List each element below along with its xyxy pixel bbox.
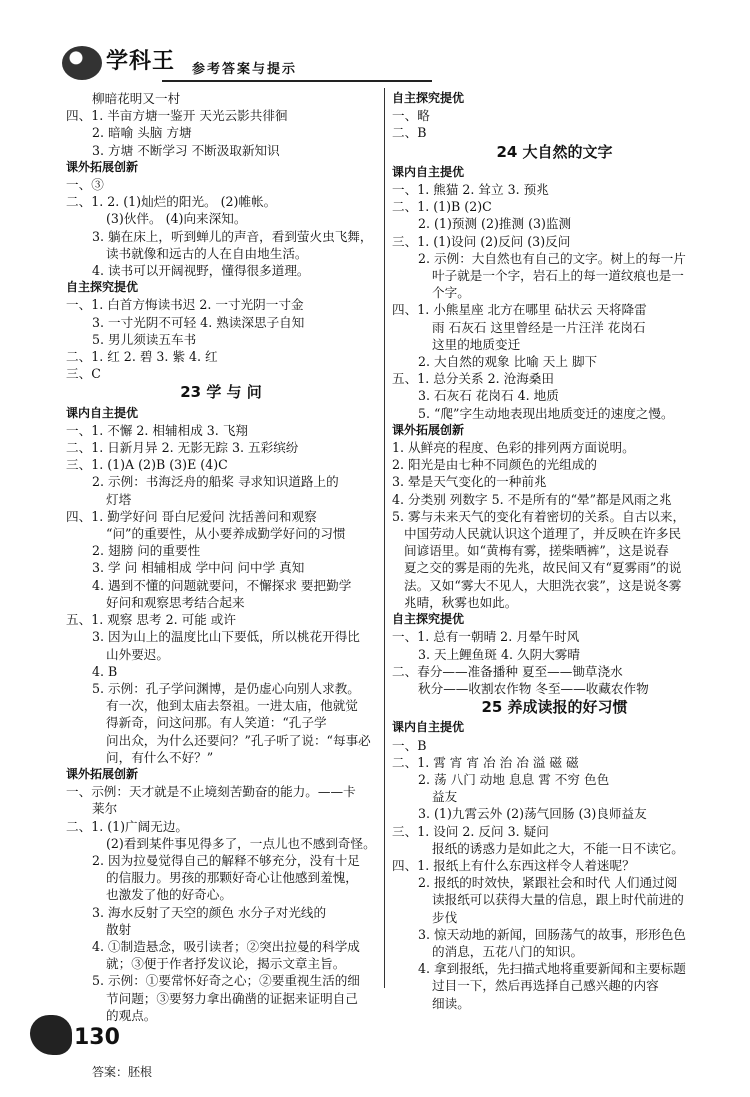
- answer-line: 的信服力。男孩的那颗好奇心让他感到羞愧，: [106, 870, 358, 886]
- answer-line: 过目一下，然后再选择自己感兴趣的内容: [432, 978, 659, 994]
- footnote: 答案：胚根: [92, 1065, 153, 1079]
- answer-line: 一、B: [392, 737, 427, 753]
- section-heading: 自主探究提优: [392, 612, 465, 627]
- answer-line: 好问和观察思考结合起来: [106, 594, 245, 610]
- answer-line: 四、1. 半亩方塘一鉴开 天光云影共徘徊: [66, 108, 288, 124]
- answer-line: 问，有什么不好？”: [106, 749, 214, 765]
- answer-line: 一、③: [66, 177, 104, 193]
- section-heading: 课内自主提优: [392, 164, 465, 179]
- answer-line: 2. 荡 八门 动地 息息 霄 不穷 色色: [418, 771, 610, 787]
- answer-line: 3. 学 问 相辅相成 学中问 问中学 真知: [92, 560, 305, 576]
- answer-line: 五、1. 观察 思考 2. 可能 或许: [66, 612, 236, 628]
- answer-line: 3. 海水反射了天空的颜色 水分子对光线的: [92, 904, 327, 920]
- answer-line: 灯塔: [106, 491, 132, 507]
- answer-line: 步伐: [432, 909, 458, 925]
- answer-line: 这里的地质变迁: [432, 336, 521, 352]
- answer-line: 问出众，为什么还要问？”孔子听了说：“每事必: [106, 732, 371, 748]
- answer-line: 5. 示例：孔子学问渊博，是仍虚心向别人求教。: [92, 680, 360, 696]
- answer-line: 五、1. 总分关系 2. 沧海桑田: [392, 371, 554, 387]
- answer-line: 一、1. 不懈 2. 相辅相成 3. 飞翔: [66, 422, 249, 438]
- answer-line: 节问题；③要努力拿出确凿的证据来证明自己: [106, 990, 358, 1006]
- answer-line: 三、1. (1)A (2)B (3)E (4)C: [66, 457, 228, 473]
- answer-line: 的消息，五花八门的知识。: [432, 943, 584, 959]
- answer-line: 3. 方塘 不断学习 不断汲取新知识: [92, 142, 280, 158]
- answer-line: 一、示例：天才就是不止境刻苦勤奋的能力。——卡: [66, 784, 356, 800]
- answer-line: 1. 从鲜亮的程度、色彩的排列两方面说明。: [392, 440, 635, 456]
- answer-line: 益友: [432, 789, 458, 805]
- answer-line: 报纸的诱惑力是如此之大，不能一日不读它。: [432, 840, 684, 856]
- answer-line: 5. “爬”字生动地表现出地质变迁的速度之慢。: [418, 405, 674, 421]
- answer-line: 散射: [106, 921, 132, 937]
- answer-line: 也激发了他的好奇心。: [106, 887, 232, 903]
- answer-line: 二、1. 2. (1)灿烂的阳光。 (2)帷帐。: [66, 194, 277, 210]
- column-divider: [384, 88, 385, 988]
- section-heading: 课内自主提优: [392, 720, 465, 735]
- answer-line: 山外要迟。: [106, 646, 169, 662]
- header-subtitle: 参考答案与提示: [192, 62, 298, 77]
- answer-line: 读书就像和远古的人在自由地生活。: [106, 245, 308, 261]
- answer-line: 2. 示例：书海泛舟的船桨 寻求知识道路上的: [92, 474, 339, 490]
- answer-line: 一、1. 熊猫 2. 耸立 3. 预兆: [392, 182, 549, 198]
- answer-line: 2. (1)预测 (2)推测 (3)监测: [418, 216, 572, 232]
- answer-line: 5. 示例：①要常怀好奇之心；②要重视生活的细: [92, 973, 360, 989]
- answer-line: 2. 示例：大自然也有自己的文字。树上的每一片: [418, 250, 686, 266]
- answer-line: 二、春分——准备播种 夏至——锄草浇水: [392, 663, 623, 679]
- answer-line: 四、1. 小熊星座 北方在哪里 砧状云 天将降雷: [392, 302, 647, 318]
- answer-line: 有一次，他到太庙去祭祖。一进太庙，他就觉: [106, 698, 358, 714]
- answer-line: 就；③便于作者抒发议论，揭示文章主旨。: [106, 956, 346, 972]
- answer-line: 细读。: [432, 995, 470, 1011]
- section-heading: 自主探究提优: [392, 91, 465, 105]
- answer-line: 5. 雾与未来天气的变化有着密切的关系。自古以来，: [392, 508, 686, 524]
- answer-line: 2. 大自然的观象 比喻 天上 脚下: [418, 354, 598, 370]
- answer-line: 2. 报纸的时效快，紧跟社会和时代 人们通过阅: [418, 875, 678, 891]
- answer-line: 2. 翅膀 问的重要性: [92, 543, 201, 559]
- answer-line: 四、1. 报纸上有什么东西这样令人着迷呢？: [392, 857, 635, 873]
- answer-line: 秋分——收割农作物 冬至——收藏农作物: [418, 680, 649, 696]
- answer-line: 中国劳动人民就认识这个道理了，并反映在许多民: [404, 526, 682, 542]
- right-column: [392, 90, 717, 1012]
- answer-line: 叶子就是一个字，岩石上的每一道纹痕也是一: [432, 268, 684, 284]
- section-heading: 课外拓展创新: [392, 422, 465, 437]
- answer-line: 二、1. 霄 宵 宵 冶 治 冶 溢 磁 磁: [392, 754, 579, 770]
- answer-line: 柳暗花明又一村: [92, 91, 181, 106]
- page-header: [62, 38, 362, 86]
- answer-line: 2. 阳光是由七种不同颜色的光组成的: [392, 457, 597, 473]
- answer-line: 3. 惊天动地的新闻，回肠荡气的故事，形形色色: [418, 926, 686, 942]
- answer-line: 3. 天上鲤鱼斑 4. 久阴大雾晴: [418, 646, 580, 662]
- answer-line: 4. ①制造悬念，吸引读者；②突出拉曼的科学成: [92, 938, 360, 954]
- answer-line: 4. 拿到报纸，先扫描式地将重要新闻和主要标题: [418, 961, 686, 977]
- answer-line: 兆晴，秋雾也如此。: [404, 594, 518, 610]
- answer-line: 3. 石灰石 花岗石 4. 地质: [418, 388, 559, 404]
- lesson-title: 23 学 与 问: [180, 383, 262, 402]
- brand-logo: 学科王: [106, 49, 176, 74]
- answer-line: 二、1. 红 2. 碧 3. 紫 4. 红: [66, 349, 218, 365]
- answer-line: 一、1. 白首方悔读书迟 2. 一寸光阴一寸金: [66, 297, 304, 313]
- answer-line: 3. 晕是天气变化的一种前兆: [392, 474, 547, 490]
- page-number: 130: [74, 1025, 120, 1050]
- answer-line: 二、1. 日新月异 2. 无影无踪 3. 五彩缤纷: [66, 440, 299, 456]
- answer-line: 4. B: [92, 663, 118, 679]
- answer-line: 的观点。: [106, 1007, 157, 1023]
- answer-line: 3. 一寸光阴不可轻 4. 熟读深思子自知: [92, 314, 305, 330]
- answer-line: 间谚语里。如“黄梅有雾，搓柴晒裤”，这是说春: [404, 543, 669, 559]
- answer-line: 得新奇，问这问那。有人笑道：“孔子学: [106, 715, 327, 731]
- answer-line: 二、1. (1)B (2)C: [392, 199, 492, 215]
- answer-line: 四、1. 勤学好问 哥白尼爱问 沈括善问和观察: [66, 508, 317, 524]
- dolphin-mascot-icon: [30, 1015, 72, 1055]
- section-heading: 课外拓展创新: [66, 159, 139, 174]
- answer-line: 5. 男儿须读五车书: [92, 331, 197, 347]
- answer-line: 4. 分类别 列数字 5. 不是所有的“晕”都是风雨之兆: [392, 491, 672, 507]
- section-heading: 课内自主提优: [66, 405, 139, 420]
- lesson-title: 25 养成读报的好习惯: [481, 698, 628, 717]
- answer-line: 个字。: [432, 285, 470, 301]
- answer-line: 雨 石灰石 这里曾经是一片汪洋 花岗石: [432, 319, 646, 335]
- answer-line: 莱尔: [92, 801, 118, 817]
- answer-line: “问”的重要性，从小要养成勤学好问的习惯: [106, 526, 346, 542]
- answer-line: 三、1. (1)设问 (2)反问 (3)反问: [392, 233, 571, 249]
- answer-line: 一、略: [392, 108, 430, 124]
- answer-line: 一、1. 总有一朝晴 2. 月晕午时风: [392, 629, 580, 645]
- answer-line: 夏之交的雾是雨的先兆，故民间又有“夏雾雨”的说: [404, 560, 682, 576]
- answer-line: 读报纸可以获得大量的信息，跟上时代前进的: [432, 892, 684, 908]
- answer-line: (2)看到某件事见得多了，一点儿也不感到奇怪。: [106, 835, 376, 851]
- answer-line: 2. 暗喻 头脑 方塘: [92, 125, 192, 141]
- answer-line: 4. 读书可以开阔视野，懂得很多道理。: [92, 263, 310, 279]
- lesson-title: 24 大自然的文字: [496, 142, 613, 161]
- answer-line: 2. 因为拉曼觉得自己的解释不够充分，没有十足: [92, 852, 360, 868]
- answer-line: 三、C: [66, 366, 101, 382]
- answer-line: 法。又如“雾大不见人，大胆洗衣裳”，这是说冬雾: [404, 577, 682, 593]
- answer-line: 3. (1)九霄云外 (2)荡气回肠 (3)良师益友: [418, 806, 647, 822]
- answer-line: 二、B: [392, 125, 427, 141]
- section-heading: 课外拓展创新: [66, 766, 139, 781]
- header-rule: [162, 80, 432, 82]
- answer-line: 3. 躺在床上，听到蝉儿的声音，看到萤火虫飞舞，: [92, 228, 373, 244]
- section-heading: 自主探究提优: [66, 280, 139, 295]
- page-footer: [30, 1015, 170, 1085]
- answer-line: 4. 遇到不懂的问题就要问，不懈探求 要把勤学: [92, 577, 352, 593]
- answer-line: 3. 因为山上的温度比山下要低，所以桃花开得比: [92, 629, 360, 645]
- logo-ball-icon: [62, 46, 102, 80]
- answer-line: (3)伙伴。 (4)向来深知。: [106, 211, 247, 227]
- left-column: [66, 90, 376, 1024]
- answer-line: 三、1. 设问 2. 反问 3. 疑问: [392, 823, 549, 839]
- answer-line: 二、1. (1)广阔无边。: [66, 818, 189, 834]
